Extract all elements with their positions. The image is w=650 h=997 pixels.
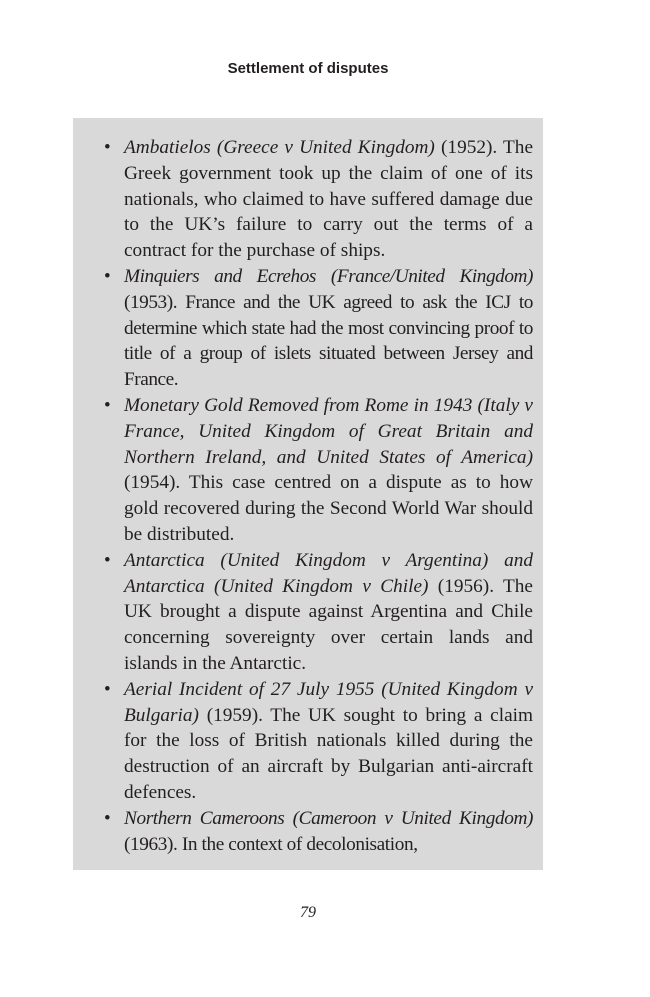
case-description: (1963). In the context of decolonisation,: [124, 833, 418, 855]
case-description: (1959). The UK sought to bring a claim for the loss of British nationals killed during the destruction of an aircraft by Bulgarian anti-aircraft defences.: [124, 704, 533, 803]
list-item: [73, 677, 543, 806]
case-list: [73, 135, 543, 857]
list-item: [73, 264, 543, 393]
bullet-icon: •: [104, 137, 111, 158]
page-number: 79: [300, 904, 316, 921]
case-name: Northern Cameroons (Cameroon v United Kingdom): [124, 807, 533, 829]
case-name: Antarctica (United Kingdom v Argentina) and Antarctica (United Kingdom v Chile): [124, 549, 533, 597]
bullet-icon: •: [104, 807, 111, 829]
case-name: Monetary Gold Removed from Rome in 1943 (Italy v France, United Kingdom of Great Britain and Northern Ireland, and United States of America): [124, 394, 533, 468]
case-name: Ambatielos (Greece v United Kingdom): [124, 137, 435, 158]
bullet-icon: •: [104, 678, 111, 700]
bullet-icon: •: [104, 265, 111, 287]
running-head: Settlement of disputes: [227, 60, 389, 77]
case-description: (1954). This case centred on a dispute as to how gold recovered during the Second World War should be distributed.: [124, 472, 533, 545]
bullet-icon: •: [104, 394, 111, 416]
case-description: (1952). The Greek government took up the claim of one of its nationals, who claimed to have suffered damage due to the UK’s failure to carry out the terms of a contract for the purchase of ships.: [124, 137, 533, 262]
list-item: [73, 548, 543, 677]
bullet-icon: •: [104, 549, 111, 571]
list-item: [73, 393, 543, 548]
list-item: [73, 806, 543, 858]
case-description: (1956). The UK brought a dispute against Argentina and Chile concerning sovereignty over certain lands and islands in the Antarctic.: [124, 575, 533, 674]
case-list-box: [73, 118, 543, 870]
case-description: (1953). France and the UK agreed to ask the ICJ to determine which state had the most convincing proof to title of a group of islets situated between Jersey and France.: [124, 291, 533, 391]
case-name: Minquiers and Ecrehos (France/United Kingdom): [124, 265, 533, 287]
case-name: Aerial Incident of 27 July 1955 (United Kingdom v Bulgaria): [124, 678, 533, 726]
list-item: [73, 135, 543, 264]
